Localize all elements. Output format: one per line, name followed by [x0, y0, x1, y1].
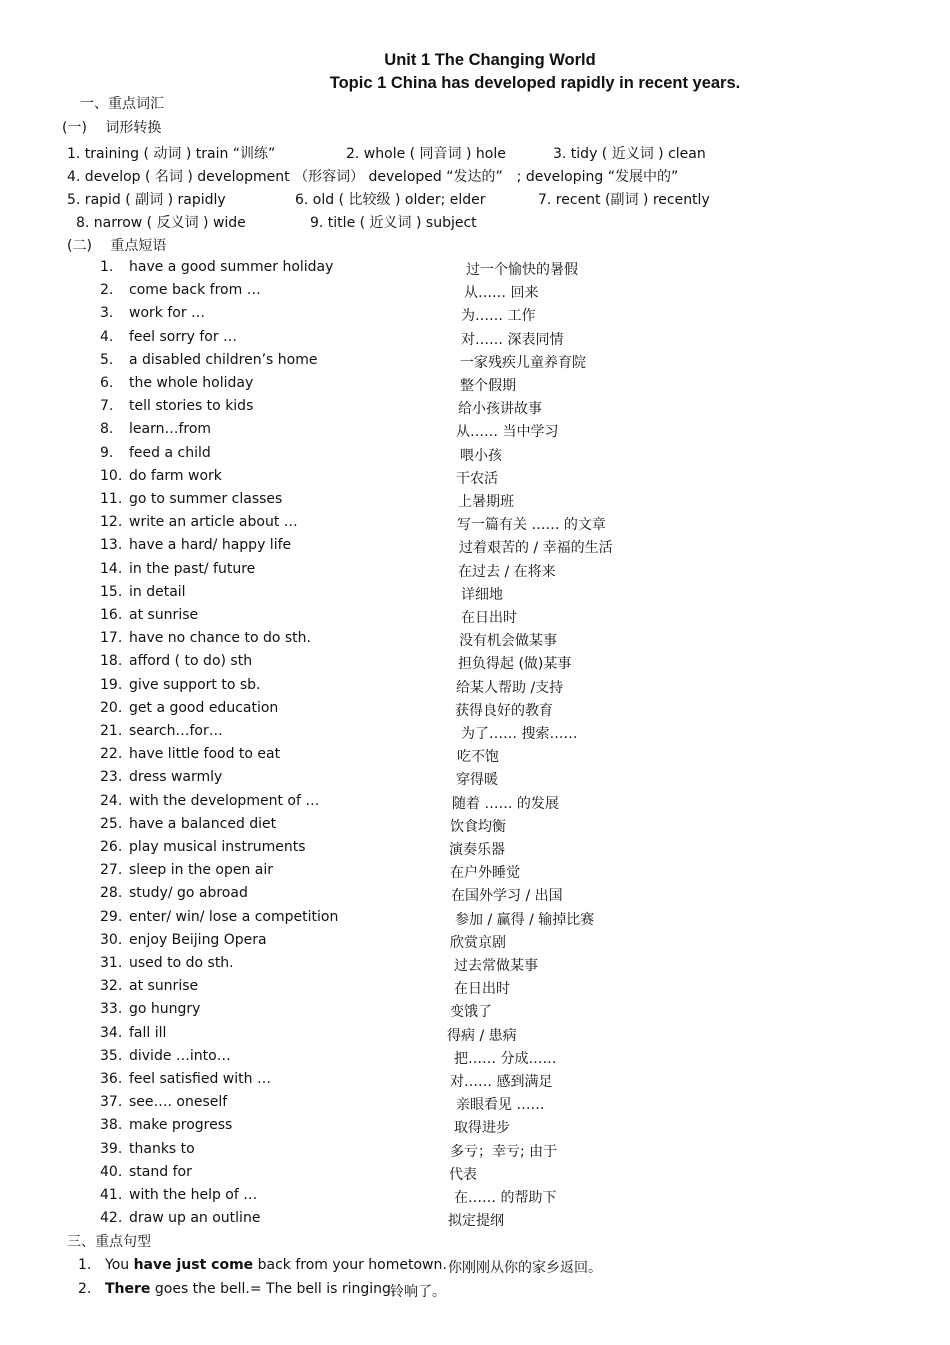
- phrase-item: [0, 978, 950, 998]
- phrase-chinese: 获得良好的教育: [455, 702, 553, 719]
- sentence-number: 2.: [78, 1281, 92, 1297]
- phrase-chinese: 在户外睡觉: [450, 865, 520, 882]
- phrase-chinese: 把…… 分成……: [454, 1050, 557, 1067]
- sentence-number: 1.: [78, 1257, 92, 1273]
- phrase-chinese: 详细地: [461, 586, 503, 603]
- phrase-item: [0, 885, 950, 905]
- phrase-english: feel satisfied with …: [129, 1071, 271, 1087]
- phrase-chinese: 代表: [449, 1166, 477, 1183]
- phrase-chinese: 饮食均衡: [450, 818, 506, 835]
- phrase-item: [0, 1094, 950, 1114]
- phrase-item: [0, 352, 950, 372]
- phrase-item: [0, 329, 950, 349]
- phrase-chinese: 上暑期班: [458, 494, 514, 510]
- phrase-item: [0, 514, 950, 534]
- phrase-number: 5.: [100, 351, 114, 368]
- phrase-number: 23.: [100, 769, 123, 786]
- phrase-english: enter/ win/ lose a competition: [129, 908, 339, 925]
- section-key-sentences: 三、重点句型: [67, 1234, 151, 1250]
- phrase-english: used to do sth.: [129, 955, 234, 971]
- phrase-chinese: 亲眼看见 ……: [456, 1097, 545, 1114]
- phrase-number: 16.: [100, 607, 123, 623]
- vocab-item: 2. whole ( 同音词 ) hole: [346, 146, 506, 162]
- phrase-item: [0, 839, 950, 859]
- phrase-number: 19.: [100, 676, 123, 693]
- phrase-number: 40.: [100, 1163, 123, 1180]
- phrase-number: 33.: [100, 1001, 123, 1018]
- phrase-item: [0, 793, 950, 813]
- phrase-item: [0, 955, 950, 975]
- phrase-english: come back from …: [129, 282, 261, 299]
- phrase-number: 11.: [100, 491, 123, 507]
- phrase-english: the whole holiday: [129, 375, 254, 391]
- vocab-item: 4. develop ( 名词 ) development （形容词） developed “发达的” ; developing “发展中的”: [67, 169, 679, 185]
- phrase-english: learn…from: [129, 421, 212, 438]
- phrase-english: go hungry: [129, 1001, 201, 1018]
- phrase-english: feel sorry for …: [129, 328, 238, 345]
- phrase-item: [0, 305, 950, 325]
- phrase-english: have a hard/ happy life: [129, 537, 292, 554]
- vocab-item: 9. title ( 近义词 ) subject: [310, 215, 477, 231]
- phrase-item: [0, 909, 950, 929]
- phrase-number: 25.: [100, 815, 123, 832]
- topic-title: Topic 1 China has developed rapidly in recent years.: [329, 74, 741, 92]
- phrase-number: 4.: [100, 328, 114, 345]
- phrase-number: 18.: [100, 653, 123, 670]
- phrase-chinese: 演奏乐器: [449, 842, 505, 858]
- phrase-number: 20.: [100, 699, 123, 716]
- phrase-chinese: 穿得暖: [456, 772, 498, 789]
- phrase-item: [0, 1001, 950, 1021]
- phrase-number: 14.: [100, 560, 123, 577]
- phrase-english: draw up an outline: [129, 1210, 261, 1227]
- phrase-item: [0, 398, 950, 418]
- phrase-chinese: 欣赏京剧: [450, 934, 506, 951]
- phrase-item: [0, 584, 950, 604]
- phrase-number: 27.: [100, 862, 123, 879]
- sentence-text: There goes the bell.= The bell is ringing.: [105, 1281, 396, 1297]
- phrase-number: 7.: [100, 398, 114, 415]
- phrase-english: play musical instruments: [129, 839, 306, 855]
- phrase-english: give support to sb.: [129, 676, 261, 693]
- phrase-item: [0, 1025, 950, 1045]
- phrase-item: [0, 1187, 950, 1207]
- phrase-item: [0, 375, 950, 395]
- phrase-chinese: 在过去 / 在将来: [458, 563, 556, 580]
- phrase-number: 35.: [100, 1047, 123, 1064]
- sentence-text: You have just come back from your hometown.: [105, 1257, 447, 1273]
- phrase-number: 1.: [100, 259, 114, 275]
- phrase-number: 8.: [100, 421, 114, 438]
- phrase-item: [0, 932, 950, 952]
- phrase-number: 12.: [100, 514, 123, 531]
- phrase-item: [0, 1210, 950, 1230]
- phrase-chinese: 在日出时: [454, 981, 510, 998]
- vocab-item: 3. tidy ( 近义词 ) clean: [553, 146, 706, 162]
- phrase-item: [0, 445, 950, 465]
- phrase-english: dress warmly: [129, 769, 223, 786]
- phrase-item: [0, 1071, 950, 1091]
- vocab-item: 5. rapid ( 副词 ) rapidly: [67, 192, 226, 208]
- phrase-chinese: 为…… 工作: [461, 308, 536, 325]
- phrase-number: 24.: [100, 792, 123, 809]
- phrase-chinese: 拟定提纲: [448, 1213, 504, 1230]
- phrase-chinese: 给某人帮助 /支持: [456, 679, 564, 696]
- phrase-english: a disabled children’s home: [129, 351, 318, 368]
- phrase-item: [0, 561, 950, 581]
- phrase-chinese: 喂小孩: [460, 447, 502, 464]
- phrase-item: [0, 607, 950, 627]
- phrase-english: afford ( to do) sth: [129, 653, 253, 670]
- phrase-chinese: 随着 …… 的发展: [452, 795, 559, 812]
- phrase-number: 22.: [100, 746, 123, 763]
- phrase-number: 42.: [100, 1210, 123, 1227]
- phrase-english: at sunrise: [129, 978, 199, 995]
- phrase-chinese: 多亏；幸亏; 由于: [450, 1143, 558, 1160]
- phrase-item: [0, 862, 950, 882]
- phrase-number: 15.: [100, 583, 123, 600]
- phrase-item: [0, 421, 950, 441]
- phrase-number: 32.: [100, 978, 123, 995]
- phrase-item: [0, 723, 950, 743]
- phrase-chinese: 干农活: [456, 470, 498, 487]
- vocab-item: 6. old ( 比较级 ) older; elder: [295, 192, 486, 208]
- phrase-english: fall ill: [129, 1024, 167, 1041]
- phrase-english: search…for…: [129, 723, 223, 739]
- phrase-chinese: 对…… 感到满足: [450, 1074, 553, 1090]
- sentence-translation: 铃响了。: [390, 1284, 446, 1300]
- phrase-chinese: 过一个愉快的暑假: [466, 262, 578, 278]
- phrase-english: enjoy Beijing Opera: [129, 931, 267, 948]
- phrase-english: stand for: [129, 1163, 192, 1180]
- phrase-item: [0, 677, 950, 697]
- phrase-english: in detail: [129, 583, 186, 600]
- phrase-item: [0, 700, 950, 720]
- vocab-item: 7. recent (副词 ) recently: [538, 192, 710, 208]
- phrase-english: work for …: [129, 305, 206, 322]
- phrase-english: feed a child: [129, 444, 211, 461]
- phrase-chinese: 在国外学习 / 出国: [451, 888, 563, 905]
- phrase-number: 28.: [100, 885, 123, 902]
- phrase-english: do farm work: [129, 467, 222, 484]
- vocab-item: 1. training ( 动词 ) train “训练”: [67, 146, 276, 162]
- phrase-number: 39.: [100, 1140, 123, 1157]
- phrase-number: 2.: [100, 282, 114, 299]
- phrase-item: [0, 746, 950, 766]
- phrase-item: [0, 491, 950, 511]
- phrase-chinese: 在…… 的帮助下: [454, 1190, 557, 1206]
- phrase-chinese: 一家残疾儿童养育院: [460, 354, 586, 371]
- phrase-item: [0, 653, 950, 673]
- phrase-english: have little food to eat: [129, 746, 281, 763]
- phrase-chinese: 过去常做某事: [454, 958, 538, 974]
- phrase-number: 30.: [100, 931, 123, 948]
- phrase-number: 38.: [100, 1117, 123, 1134]
- phrase-chinese: 写一篇有关 …… 的文章: [457, 517, 606, 534]
- phrase-english: with the help of …: [129, 1187, 258, 1203]
- phrase-english: in the past/ future: [129, 560, 256, 577]
- sentence-key-structure: have just come: [133, 1257, 254, 1273]
- phrase-chinese: 参加 / 赢得 / 输掉比赛: [455, 911, 595, 928]
- phrase-number: 17.: [100, 630, 123, 647]
- phrase-item: [0, 259, 950, 279]
- phrase-item: [0, 468, 950, 488]
- phrase-english: make progress: [129, 1117, 233, 1134]
- phrase-chinese: 给小孩讲故事: [458, 401, 542, 418]
- phrase-english: get a good education: [129, 699, 279, 716]
- phrase-number: 6.: [100, 375, 114, 391]
- phrase-number: 26.: [100, 839, 123, 855]
- unit-title: Unit 1 The Changing World: [384, 51, 596, 69]
- phrase-number: 3.: [100, 305, 114, 322]
- phrase-english: at sunrise: [129, 607, 199, 623]
- phrase-chinese: 对…… 深表同情: [461, 331, 564, 348]
- phrase-english: study/ go abroad: [129, 885, 248, 902]
- phrase-number: 29.: [100, 908, 123, 925]
- phrase-english: sleep in the open air: [129, 862, 273, 879]
- phrase-chinese: 担负得起 (做)某事: [458, 656, 572, 673]
- phrase-english: go to summer classes: [129, 491, 283, 507]
- phrase-chinese: 在日出时: [461, 610, 517, 626]
- phrase-chinese: 从…… 回来: [464, 285, 539, 302]
- phrase-chinese: 过着艰苦的 / 幸福的生活: [459, 540, 613, 557]
- phrase-english: have no chance to do sth.: [129, 630, 311, 647]
- sentence-key-structure: There: [105, 1281, 151, 1297]
- phrase-english: tell stories to kids: [129, 398, 254, 415]
- phrase-item: [0, 282, 950, 302]
- phrase-chinese: 吃不饱: [457, 749, 499, 766]
- phrase-english: see…. oneself: [129, 1094, 228, 1111]
- phrase-english: have a good summer holiday: [129, 259, 334, 275]
- phrase-english: with the development of …: [129, 792, 320, 809]
- section-key-vocabulary: 一、重点词汇: [80, 96, 164, 112]
- phrase-chinese: 变饿了: [450, 1004, 492, 1021]
- phrase-english: write an article about …: [129, 514, 298, 531]
- phrase-number: 37.: [100, 1094, 123, 1111]
- section-key-phrases: (二) 重点短语: [67, 238, 167, 254]
- phrase-number: 13.: [100, 537, 123, 554]
- phrase-number: 34.: [100, 1024, 123, 1041]
- phrase-english: thanks to: [129, 1140, 195, 1157]
- phrase-item: [0, 1164, 950, 1184]
- phrase-number: 31.: [100, 955, 123, 971]
- vocab-item: 8. narrow ( 反义词 ) wide: [76, 215, 246, 231]
- phrase-number: 36.: [100, 1071, 123, 1087]
- phrase-chinese: 整个假期: [460, 378, 516, 394]
- phrase-item: [0, 630, 950, 650]
- phrase-number: 41.: [100, 1187, 123, 1203]
- phrase-chinese: 取得进步: [454, 1120, 510, 1137]
- phrase-chinese: 从…… 当中学习: [456, 424, 559, 441]
- phrase-item: [0, 1141, 950, 1161]
- phrase-item: [0, 1048, 950, 1068]
- phrase-chinese: 为了…… 搜索……: [461, 726, 578, 742]
- phrase-chinese: 没有机会做某事: [459, 633, 557, 650]
- sentence-translation: 你刚刚从你的家乡返回。: [448, 1260, 602, 1276]
- phrase-english: divide …into…: [129, 1047, 231, 1064]
- section-word-forms: (一) 词形转换: [62, 120, 162, 136]
- phrase-number: 10.: [100, 467, 123, 484]
- phrase-item: [0, 1117, 950, 1137]
- phrase-item: [0, 769, 950, 789]
- phrase-item: [0, 537, 950, 557]
- phrase-item: [0, 816, 950, 836]
- phrase-chinese: 得病 / 患病: [447, 1027, 517, 1044]
- phrase-english: have a balanced diet: [129, 815, 277, 832]
- phrase-number: 21.: [100, 723, 123, 739]
- phrase-number: 9.: [100, 444, 114, 461]
